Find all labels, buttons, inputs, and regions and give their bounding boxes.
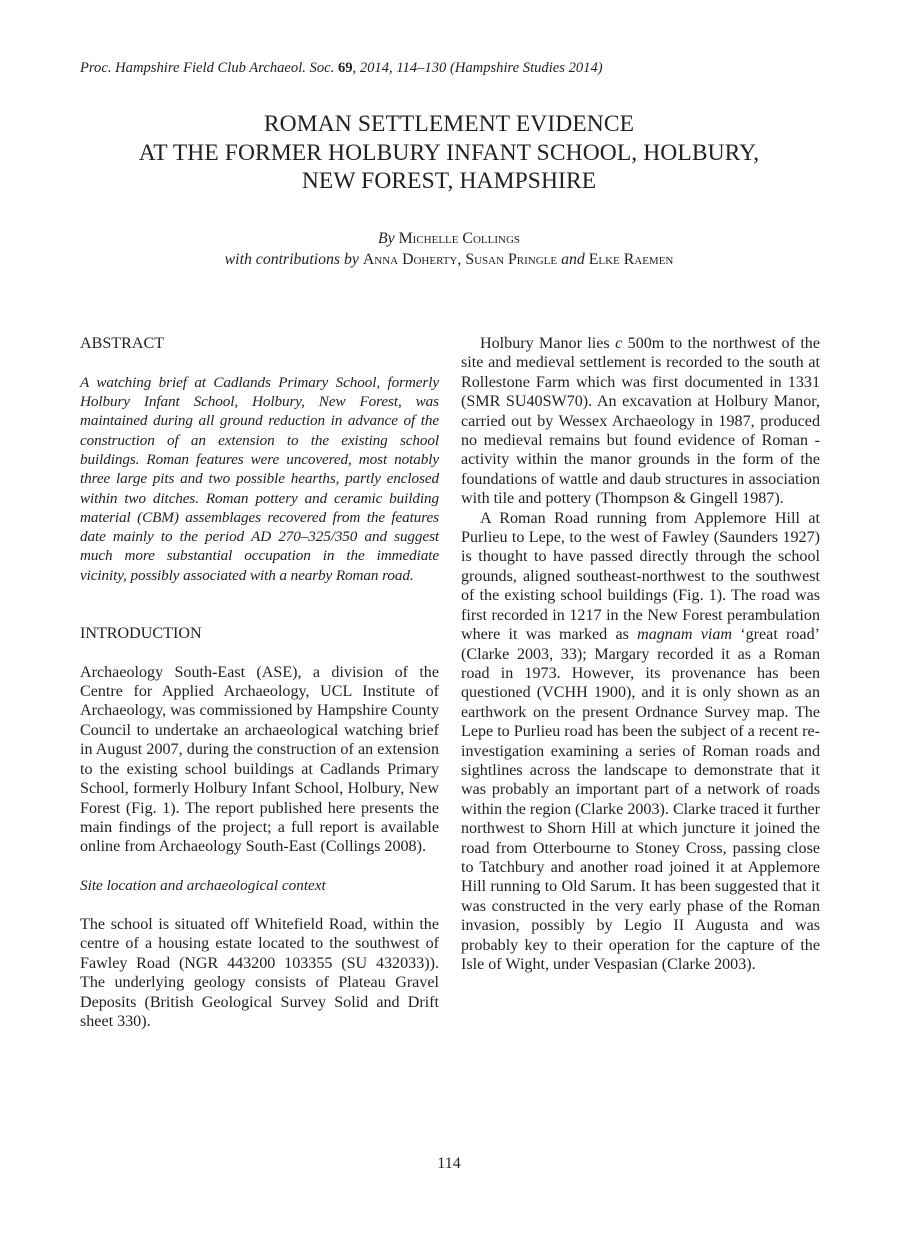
roman-road-paragraph — [461, 509, 820, 975]
introduction-heading: INTRODUCTION — [80, 624, 202, 642]
by-label: By — [377, 230, 395, 247]
paragraph-text: Holbury Manor lies — [480, 335, 616, 352]
citation-journal: Proc. Hampshire Field Club Archaeol. Soc. — [80, 60, 335, 76]
section-subheading: Site location and archaeological context — [80, 877, 326, 895]
separator: , — [457, 251, 462, 268]
left-column — [80, 334, 439, 1031]
article-title — [0, 110, 898, 196]
citation-volume: 69 — [337, 60, 353, 76]
byline — [0, 228, 898, 270]
and-label: and — [561, 251, 585, 268]
introduction-paragraph: Archaeology South-East (ASE), a division of the Centre for Applied Archaeology, UCL Institute of Archaeology, was commissioned by Hampshire County Council to undertake an archaeological watching brief in August 2007, during the construction of an extension to the existing school buildings at Cadlands Primary School, formerly Holbury Infant School, Holbury, New Forest (Fig. 1). The report published here presents the main findings of the project; a full report is available online from Archaeology South-East (Collings 2008). — [80, 663, 439, 856]
contributor-name: Susan Pringle — [465, 251, 558, 268]
paragraph-text: A Roman Road running from Applemore Hill at Purlieu to Lepe, to the west of Fawley (Saunders 1927) is thought to have passed directly through the school grounds, aligned southeast-northwest to the southwest of the existing school buildings (Fig. 1). The road was first recorded in 1217 in the New Forest perambulation where it was marked as — [461, 509, 820, 644]
citation-details: , 2014, 114–130 (Hampshire Studies 2014) — [352, 60, 603, 76]
title-line-1: ROMAN SETTLEMENT EVIDENCE — [263, 111, 635, 137]
journal-citation — [80, 58, 820, 78]
paragraph-text: 500m to the northwest of the site and medieval settlement is recorded to the south at Rollestone Farm which was first documented in 1331 (SMR SU40SW70). An excavation at Holbury Manor, carried out by Wessex Archaeology in 1987, produced no medieval remains but found evidence of Roman -activity within the manor grounds in the form of the foundations of wattle and daub structures in association with tile and pottery (Thompson & Gingell 1987). — [461, 335, 820, 508]
holbury-manor-paragraph — [461, 334, 820, 509]
right-column — [461, 334, 820, 974]
author-name: Michelle Collings — [398, 230, 521, 247]
latin-term: magnam viam — [637, 626, 733, 644]
title-line-2: AT THE FORMER HOLBURY INFANT SCHOOL, HOLBURY, — [138, 139, 760, 166]
contributor-name: Anna Doherty — [362, 251, 458, 268]
abstract-text: A watching brief at Cadlands Primary School, formerly Holbury Infant School, Holbury, New Forest, was maintained during all ground reduction in advance of the construction of an extension to the existing school buildings. Roman features were uncovered, most notably three large pits and two possible hearths, partly enclosed within two ditches. Roman pottery and ceramic building material (CBM) assemblages recovered from the features date mainly to the period AD 270–325/350 and suggest much more substantial occupation in the immediate vicinity, possibly associated with a nearby Roman road. — [80, 373, 439, 584]
page-number: 114 — [437, 1155, 461, 1172]
paragraph-text: ‘great road’ (Clarke 2003, 33); Margary recorded it as a Roman road in 1973. However, its provenance has been questioned (VCHH 1900), and it is only shown as an earthwork on the present Ordnance Survey map. The Lepe to Purlieu road has been the subject of a recent re-investigation examining a series of Roman roads and sightlines across the landscape to demonstrate that it was probably an important part of a network of roads within the region (Clarke 2003). Clarke traced it further northwest to Shorn Hill at which juncture it joined the road from Otterbourne to Stoney Cross, passing close to Tatchbury and another road joined it at Applemore Hill running to Old Sarum. It has been suggested that it was constructed in the very early phase of the Roman invasion, possibly by Legio II Augusta and was probably key to their operation for the capture of the Isle of Wight, under Vespasian (Clarke 2003). — [461, 626, 820, 973]
author-line — [0, 228, 898, 249]
contributor-name: Elke Raemen — [588, 251, 674, 268]
site-location-paragraph: The school is situated off Whitefield Road, within the centre of a housing estate located to the southwest of Fawley Road (NGR 443200 103355 (SU 432033)). The underlying geology consists of Plateau Gravel Deposits (British Geological Survey Solid and Drift sheet 330). — [80, 915, 439, 1030]
abstract-heading: ABSTRACT — [80, 335, 165, 352]
title-line-3: NEW FOREST, HAMPSHIRE — [301, 168, 597, 194]
contributions-label: with contributions by — [224, 251, 359, 268]
circa-abbreviation: c — [615, 335, 623, 352]
contributors-line — [0, 249, 898, 270]
